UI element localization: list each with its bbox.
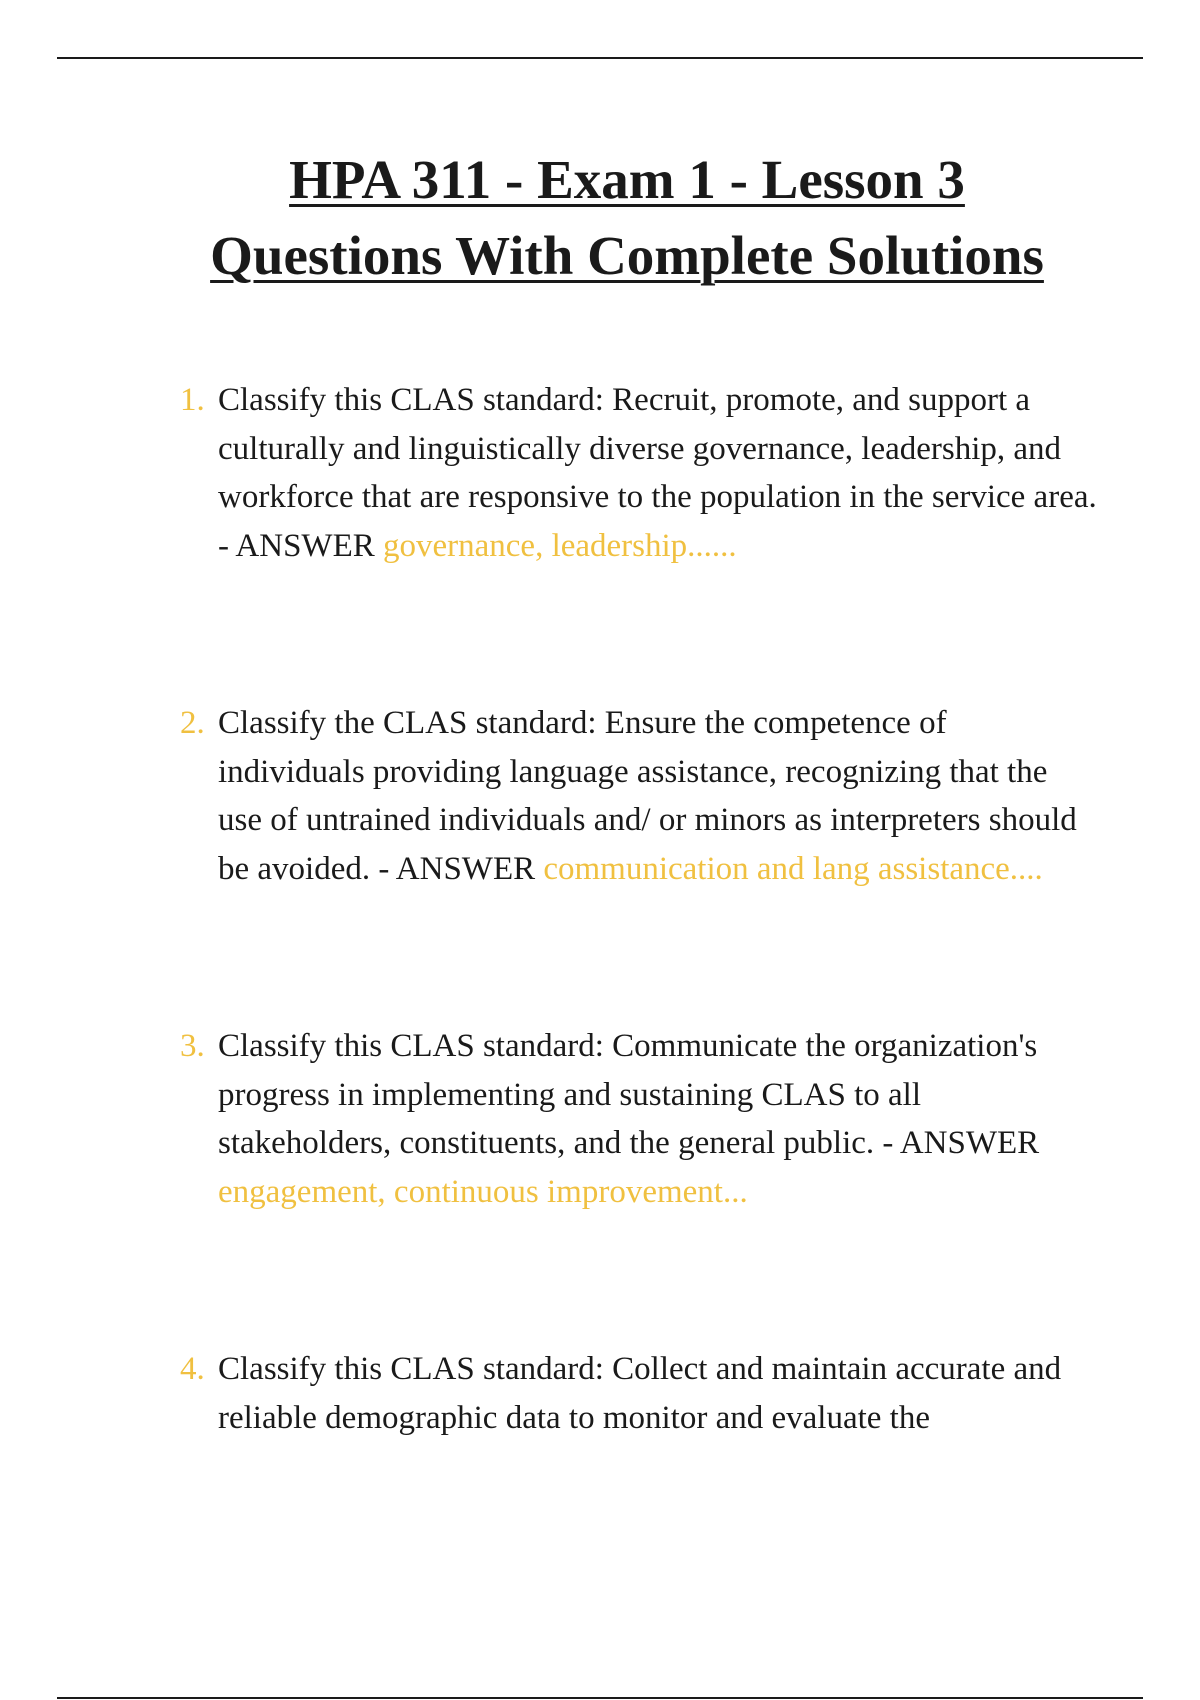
question-number: 3. bbox=[180, 1028, 205, 1064]
question-body bbox=[218, 376, 1098, 570]
title-line-2: Questions With Complete Solutions bbox=[210, 225, 1044, 286]
document-title bbox=[0, 142, 1200, 294]
answer-text: governance, leadership...... bbox=[383, 527, 737, 564]
question-text: Classify this CLAS standard: Recruit, promote, and support a culturally and linguistically diverse governance, leadership, and workforce that are responsive to the population in the service area. - ANSWER bbox=[218, 382, 1097, 564]
bottom-rule bbox=[57, 1697, 1143, 1699]
question-text: Classify this CLAS standard: Collect and maintain accurate and reliable demographic data to monitor and evaluate the bbox=[218, 1351, 1062, 1436]
top-rule bbox=[57, 57, 1143, 59]
title-line-1: HPA 311 - Exam 1 - Lesson 3 bbox=[289, 149, 965, 210]
question-body bbox=[218, 1345, 1098, 1442]
question-text: Classify this CLAS standard: Communicate the organization's progress in implementing and sustaining CLAS to all stakeholders, constituents, and the general public. - ANSWER bbox=[218, 1028, 1040, 1161]
question-number: 2. bbox=[180, 705, 205, 741]
question-number: 4. bbox=[180, 1351, 205, 1387]
answer-text: communication and lang assistance.... bbox=[543, 850, 1043, 887]
question-body bbox=[218, 699, 1098, 893]
question-number: 1. bbox=[180, 382, 205, 418]
answer-text: engagement, continuous improvement... bbox=[218, 1173, 748, 1210]
question-text: Classify the CLAS standard: Ensure the competence of individuals providing language assistance, recognizing that the use of untrained individuals and/ or minors as interpreters should be avoided. - ANSWER bbox=[218, 705, 1077, 887]
question-body bbox=[218, 1022, 1098, 1216]
